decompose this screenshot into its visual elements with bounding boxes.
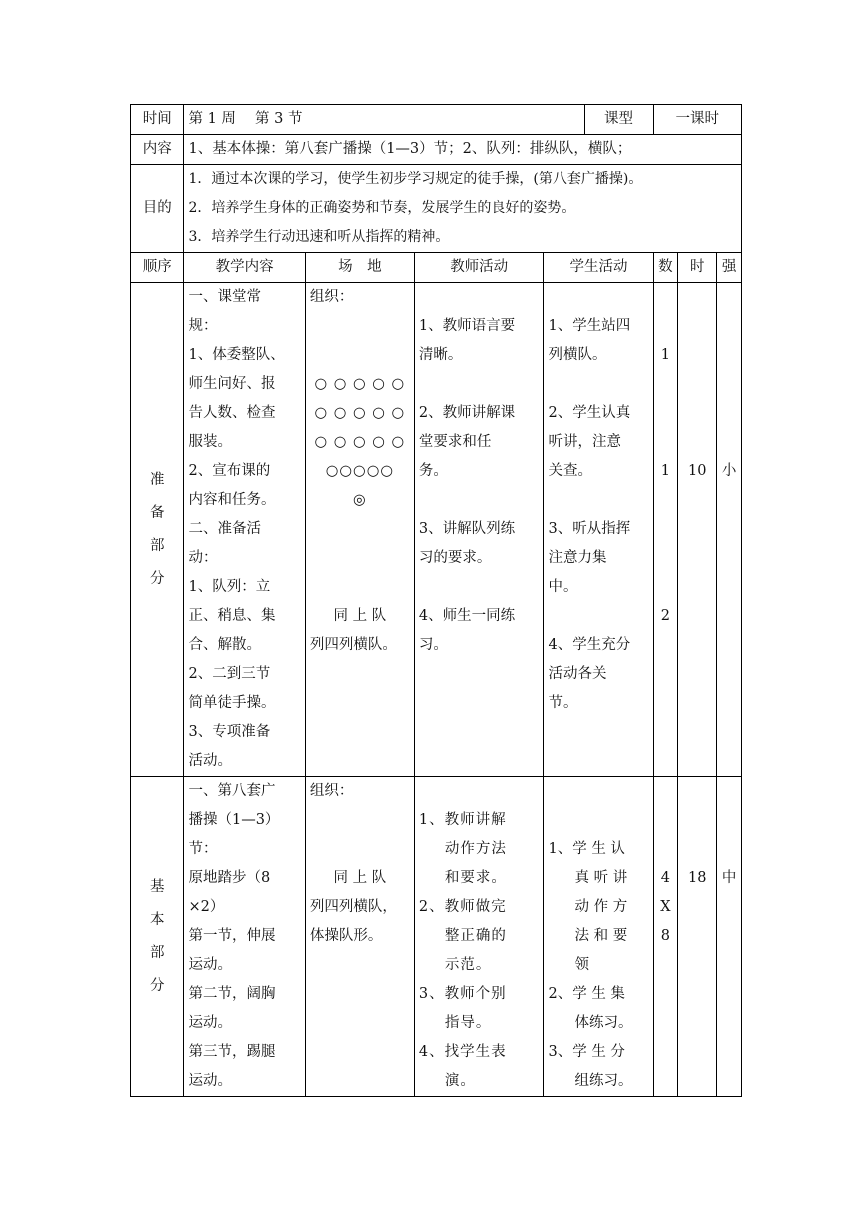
column-header-row [131,253,742,283]
formation-diagram [310,370,410,515]
student-row-icon: ○○○○○ [325,463,394,479]
basic-counts: 4 X 8 [653,777,678,1097]
goal-row [131,165,742,253]
prep-venue: 组织： ○ ○ ○ ○ ○ ○ ○ ○ ○ ○ ○ ○ ○ ○ ○ ○○○○○ ◎ 同 上 队 列四列横队。 [305,283,414,777]
col-content: 教学内容 [184,253,305,283]
prep-label: 准 备 部 分 [131,283,184,777]
week-period: 第 1 周 第 3 节 [188,111,303,127]
prep-counts: 1 1 2 [653,283,678,777]
type-label: 课型 [584,105,653,134]
basic-intensity: 中 [717,777,742,1097]
basic-student: 1、学 生 认 真 听 讲 动 作 方 法 和 要 领 2、学 生 集 体练习。 3、学 生 分 组练习。 [544,777,653,1097]
time-row [131,105,742,135]
prep-teacher: 1、教师语言要 清晰。 2、教师讲解课 堂要求和任 务。 3、讲解队列练 习的要求。 4、师生一同练 习。 [414,283,544,777]
content-value: 1、基本体操：第八套广播操（1—3）节；2、队列：排纵队，横队； [184,135,742,165]
prep-content: 一、课堂常 规： 1、体委整队、 师生问好、报 告人数、检查 服装。 2、宣布课的 内容和任务。 二、准备活 动： 1、队列：立 正、稍息、集 合、解散。 2、二到三节 简单徒手操。 3、专项准备 活动。 [184,283,305,777]
time-label: 时间 [131,105,184,135]
student-row-icon: ○ ○ ○ ○ ○ [314,434,406,450]
col-intensity: 强 [717,253,742,283]
prep-student: 1、学生站四 列横队。 2、学生认真 听讲，注意 关查。 3、听从指挥 注意力集 中。 4、学生充分 活动各关 节。 [544,283,653,777]
basic-venue: 组织： 同 上 队 列四列横队， 体操队形。 [305,777,414,1097]
content-row [131,135,742,165]
col-order: 顺序 [131,253,184,283]
prep-section [131,283,742,777]
goal-list [184,165,742,253]
col-teacher: 教师活动 [414,253,544,283]
prep-time: 10 [678,283,717,777]
goal-item: 2．培养学生身体的正确姿势和节奏，发展学生的良好的姿势。 [188,200,576,216]
basic-time: 18 [678,777,717,1097]
type-value: 一课时 [653,105,741,135]
basic-label: 基 本 部 分 [131,777,184,1097]
basic-content: 一、第八套广 播操（1—3） 节： 原地踏步（8 ×2） 第一节，伸展 运动。 第二节，阔胸 运动。 第三节，踢腿 运动。 [184,777,305,1097]
content-label: 内容 [131,135,184,165]
lesson-plan [130,104,742,1097]
student-row-icon: ○ ○ ○ ○ ○ [314,376,406,392]
basic-teacher: 1、教师讲解 动作方法 和要求。 2、教师做完 整正确的 示范。 3、教师个别 指导。 4、找学生表 演。 [414,777,544,1097]
col-student: 学生活动 [544,253,653,283]
goal-item: 3．培养学生行动迅速和听从指挥的精神。 [188,229,450,245]
goal-label: 目的 [131,165,184,253]
prep-intensity: 小 [717,283,742,777]
basic-section [131,777,742,1097]
teacher-position-icon: ◎ [353,492,367,508]
lesson-plan-table [130,104,742,1097]
col-time: 时 [678,253,717,283]
student-row-icon: ○ ○ ○ ○ ○ [314,405,406,421]
goal-item: 1．通过本次课的学习，使学生初步学习规定的徒手操，(第八套广播操)。 [188,171,643,187]
col-venue: 场 地 [305,253,414,283]
col-count: 数 [653,253,678,283]
time-value [184,105,653,135]
